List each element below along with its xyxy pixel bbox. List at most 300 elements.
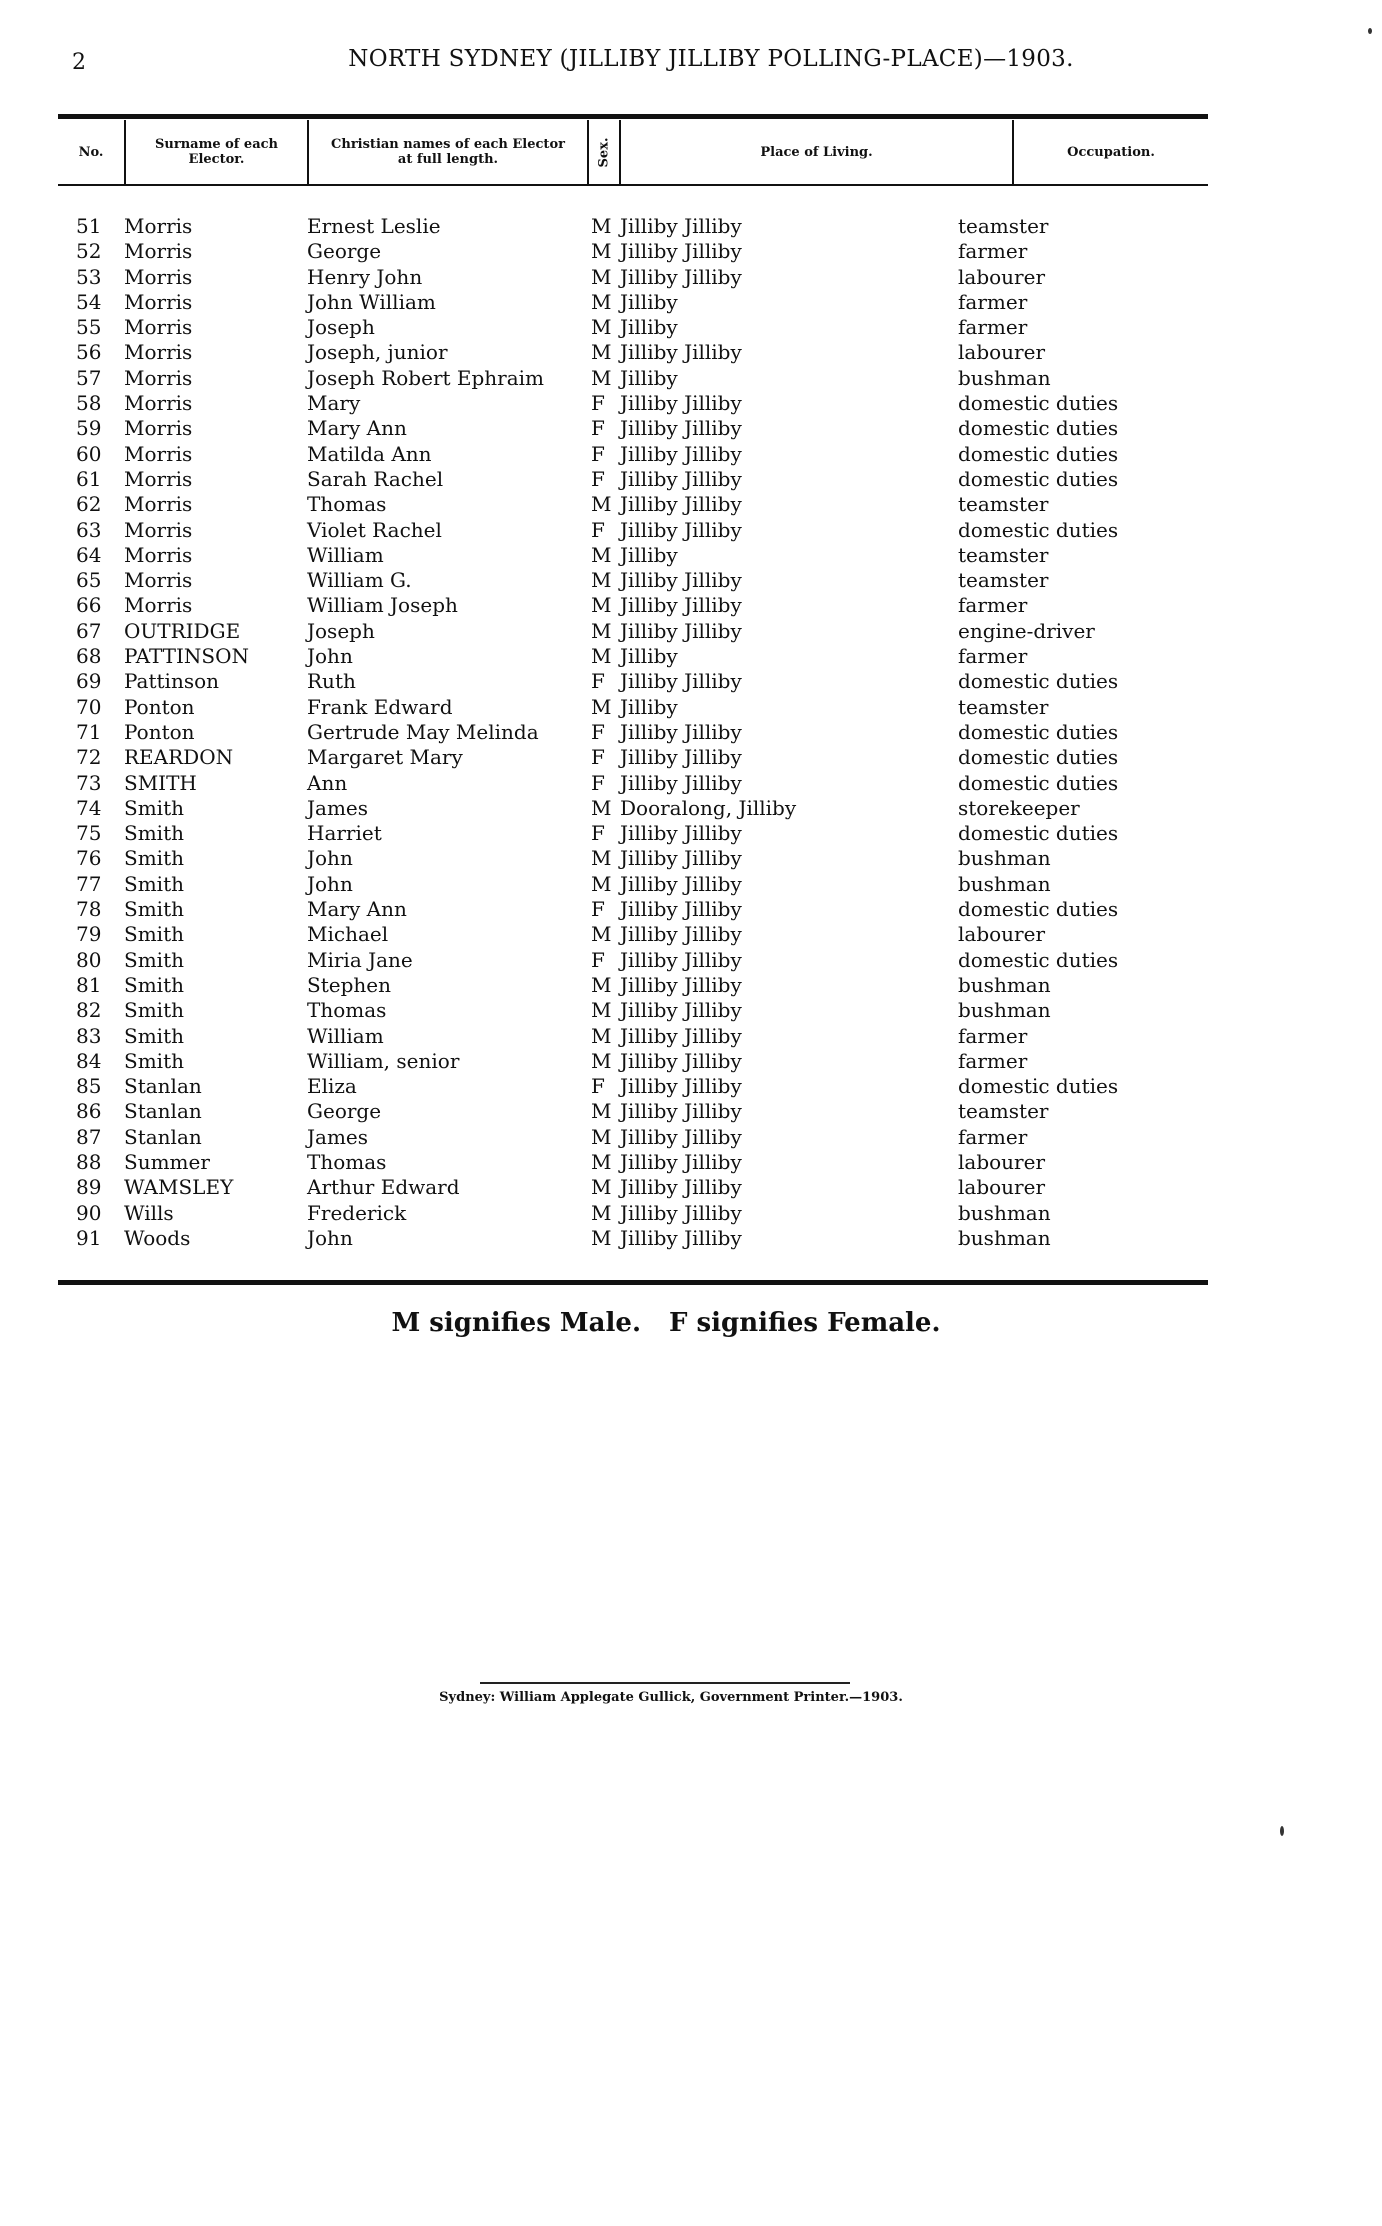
elector-number: 57: [76, 365, 102, 390]
elector-row: [58, 973, 1208, 998]
elector-occupation: farmer: [958, 289, 1028, 314]
elector-surname: Woods: [124, 1225, 191, 1250]
elector-place-of-living: Jilliby Jilliby: [620, 770, 742, 795]
elector-sex: M: [591, 795, 612, 820]
elector-occupation: bushman: [958, 871, 1051, 896]
elector-row: [58, 644, 1208, 669]
elector-row: [58, 796, 1208, 821]
elector-number: 70: [76, 694, 102, 719]
elector-sex: M: [591, 922, 612, 947]
elector-occupation: farmer: [958, 1124, 1028, 1149]
elector-row: [58, 1024, 1208, 1049]
elector-place-of-living: Jilliby Jilliby: [620, 1048, 742, 1073]
elector-christian-names: Matilda Ann: [307, 441, 432, 466]
elector-place-of-living: Jilliby Jilliby: [620, 1175, 742, 1200]
elector-number: 76: [76, 846, 102, 871]
elector-christian-names: Thomas: [307, 998, 387, 1023]
elector-christian-names: Eliza: [307, 1074, 357, 1099]
elector-number: 72: [76, 745, 102, 770]
elector-place-of-living: Jilliby: [620, 542, 678, 567]
elector-row: [58, 391, 1208, 416]
elector-number: 65: [76, 568, 102, 593]
elector-sex: M: [591, 644, 612, 669]
elector-occupation: domestic duties: [958, 719, 1119, 744]
elector-row: [58, 1074, 1208, 1099]
elector-occupation: teamster: [958, 214, 1049, 238]
elector-number: 80: [76, 947, 102, 972]
elector-occupation: domestic duties: [958, 821, 1119, 846]
elector-number: 54: [76, 289, 102, 314]
elector-sex: M: [591, 998, 612, 1023]
elector-row: [58, 315, 1208, 340]
elector-christian-names: Stephen: [307, 972, 391, 997]
scan-speck: [1280, 1826, 1284, 1836]
elector-sex: M: [591, 239, 612, 264]
elector-occupation: farmer: [958, 644, 1028, 669]
elector-surname: PATTINSON: [124, 644, 250, 669]
elector-sex: M: [591, 542, 612, 567]
elector-sex: M: [591, 365, 612, 390]
electors-table: [58, 214, 1208, 1251]
elector-number: 85: [76, 1074, 102, 1099]
elector-sex: F: [591, 416, 605, 441]
elector-row: [58, 214, 1208, 239]
elector-place-of-living: Jilliby Jilliby: [620, 466, 742, 491]
elector-row: [58, 366, 1208, 391]
elector-number: 86: [76, 1099, 102, 1124]
elector-surname: Smith: [124, 947, 184, 972]
elector-number: 89: [76, 1175, 102, 1200]
elector-occupation: bushman: [958, 998, 1051, 1023]
elector-row: [58, 619, 1208, 644]
elector-surname: Morris: [124, 593, 193, 618]
elector-sex: M: [591, 972, 612, 997]
elector-row: [58, 720, 1208, 745]
elector-christian-names: Joseph, junior: [307, 340, 448, 365]
elector-surname: Morris: [124, 365, 193, 390]
elector-occupation: bushman: [958, 1225, 1051, 1250]
elector-row: [58, 518, 1208, 543]
elector-place-of-living: Jilliby Jilliby: [620, 517, 742, 542]
elector-surname: Smith: [124, 972, 184, 997]
elector-number: 66: [76, 593, 102, 618]
elector-row: [58, 492, 1208, 517]
elector-sex: F: [591, 441, 605, 466]
elector-christian-names: Michael: [307, 922, 389, 947]
elector-place-of-living: Jilliby Jilliby: [620, 947, 742, 972]
elector-occupation: engine-driver: [958, 618, 1095, 643]
elector-place-of-living: Jilliby Jilliby: [620, 846, 742, 871]
elector-number: 82: [76, 998, 102, 1023]
elector-number: 71: [76, 719, 102, 744]
elector-occupation: farmer: [958, 593, 1028, 618]
elector-surname: Morris: [124, 466, 193, 491]
elector-sex: F: [591, 466, 605, 491]
elector-surname: WAMSLEY: [124, 1175, 234, 1200]
elector-sex: M: [591, 340, 612, 365]
elector-surname: REARDON: [124, 745, 234, 770]
elector-number: 56: [76, 340, 102, 365]
elector-row: [58, 467, 1208, 492]
elector-occupation: farmer: [958, 315, 1028, 340]
elector-sex: M: [591, 694, 612, 719]
elector-occupation: domestic duties: [958, 770, 1119, 795]
elector-surname: Morris: [124, 264, 193, 289]
elector-number: 59: [76, 416, 102, 441]
header-top-rule: [58, 114, 1208, 119]
elector-place-of-living: Jilliby Jilliby: [620, 719, 742, 744]
elector-occupation: domestic duties: [958, 897, 1119, 922]
table-bottom-rule: [58, 1280, 1208, 1285]
elector-occupation: storekeeper: [958, 795, 1080, 820]
elector-number: 87: [76, 1124, 102, 1149]
elector-christian-names: James: [307, 795, 369, 820]
elector-occupation: labourer: [958, 1149, 1046, 1174]
elector-christian-names: Joseph: [307, 315, 375, 340]
elector-row: [58, 948, 1208, 973]
elector-occupation: labourer: [958, 340, 1046, 365]
elector-sex: F: [591, 821, 605, 846]
elector-occupation: labourer: [958, 264, 1046, 289]
elector-surname: Stanlan: [124, 1074, 202, 1099]
elector-occupation: labourer: [958, 922, 1046, 947]
elector-christian-names: William G.: [307, 568, 412, 593]
elector-christian-names: Ernest Leslie: [307, 214, 441, 238]
elector-surname: Morris: [124, 416, 193, 441]
elector-surname: Smith: [124, 922, 184, 947]
elector-surname: Morris: [124, 492, 193, 517]
elector-christian-names: Thomas: [307, 1149, 387, 1174]
elector-place-of-living: Jilliby Jilliby: [620, 214, 742, 238]
elector-christian-names: John: [307, 846, 353, 871]
elector-surname: Smith: [124, 795, 184, 820]
elector-sex: M: [591, 492, 612, 517]
legend-female: F signifies Female.: [669, 1308, 941, 1338]
elector-sex: M: [591, 1149, 612, 1174]
elector-surname: Morris: [124, 289, 193, 314]
elector-occupation: bushman: [958, 365, 1051, 390]
elector-sex: M: [591, 289, 612, 314]
elector-place-of-living: Jilliby Jilliby: [620, 1149, 742, 1174]
sex-legend: [0, 1308, 1382, 1338]
elector-christian-names: Sarah Rachel: [307, 466, 444, 491]
elector-place-of-living: Jilliby Jilliby: [620, 821, 742, 846]
elector-sex: F: [591, 719, 605, 744]
elector-surname: Morris: [124, 542, 193, 567]
elector-place-of-living: Jilliby Jilliby: [620, 1023, 742, 1048]
elector-place-of-living: Jilliby Jilliby: [620, 340, 742, 365]
elector-number: 58: [76, 391, 102, 416]
header-sex: Sex.: [587, 120, 619, 184]
elector-christian-names: John: [307, 1225, 353, 1250]
elector-number: 78: [76, 897, 102, 922]
elector-surname: Smith: [124, 897, 184, 922]
elector-place-of-living: Jilliby: [620, 694, 678, 719]
elector-surname: Morris: [124, 315, 193, 340]
elector-row: [58, 669, 1208, 694]
elector-place-of-living: Jilliby Jilliby: [620, 618, 742, 643]
elector-sex: M: [591, 1048, 612, 1073]
elector-surname: Morris: [124, 517, 193, 542]
elector-occupation: domestic duties: [958, 1074, 1119, 1099]
page-number: 2: [72, 50, 86, 75]
elector-christian-names: Violet Rachel: [307, 517, 442, 542]
elector-number: 69: [76, 669, 102, 694]
elector-number: 90: [76, 1200, 102, 1225]
elector-occupation: domestic duties: [958, 517, 1119, 542]
elector-surname: Morris: [124, 391, 193, 416]
elector-surname: Morris: [124, 340, 193, 365]
page-title: NORTH SYDNEY (JILLIBY JILLIBY POLLING-PLACE)—1903.: [348, 46, 1074, 72]
elector-surname: Stanlan: [124, 1124, 202, 1149]
header-bottom-rule: [58, 184, 1208, 186]
elector-place-of-living: Jilliby Jilliby: [620, 593, 742, 618]
elector-place-of-living: Jilliby Jilliby: [620, 416, 742, 441]
elector-christian-names: John William: [307, 289, 436, 314]
legend-male: M signifies Male.: [391, 1308, 641, 1338]
elector-place-of-living: Jilliby Jilliby: [620, 972, 742, 997]
elector-sex: F: [591, 947, 605, 972]
header-surname: Surname of each Elector.: [124, 120, 307, 184]
elector-number: 68: [76, 644, 102, 669]
elector-number: 55: [76, 315, 102, 340]
elector-surname: SMITH: [124, 770, 197, 795]
elector-row: [58, 290, 1208, 315]
elector-place-of-living: Jilliby Jilliby: [620, 492, 742, 517]
elector-row: [58, 897, 1208, 922]
elector-row: [58, 416, 1208, 441]
elector-christian-names: Frederick: [307, 1200, 407, 1225]
elector-number: 83: [76, 1023, 102, 1048]
elector-row: [58, 1049, 1208, 1074]
elector-sex: F: [591, 745, 605, 770]
elector-sex: M: [591, 871, 612, 896]
elector-surname: Smith: [124, 846, 184, 871]
elector-sex: M: [591, 1175, 612, 1200]
elector-place-of-living: Jilliby Jilliby: [620, 745, 742, 770]
elector-sex: M: [591, 1124, 612, 1149]
elector-row: [58, 265, 1208, 290]
elector-row: [58, 998, 1208, 1023]
elector-number: 88: [76, 1149, 102, 1174]
elector-row: [58, 239, 1208, 264]
scan-speck: [1368, 28, 1372, 34]
elector-row: [58, 340, 1208, 365]
elector-christian-names: William Joseph: [307, 593, 458, 618]
elector-sex: M: [591, 214, 612, 238]
header-occupation: Occupation.: [1012, 120, 1208, 184]
elector-sex: M: [591, 264, 612, 289]
elector-place-of-living: Jilliby Jilliby: [620, 1074, 742, 1099]
elector-christian-names: Thomas: [307, 492, 387, 517]
elector-occupation: farmer: [958, 239, 1028, 264]
elector-sex: F: [591, 391, 605, 416]
elector-place-of-living: Jilliby: [620, 289, 678, 314]
elector-row: [58, 922, 1208, 947]
elector-sex: M: [591, 593, 612, 618]
elector-row: [58, 745, 1208, 770]
elector-row: [58, 695, 1208, 720]
elector-christian-names: Miria Jane: [307, 947, 413, 972]
elector-occupation: teamster: [958, 492, 1049, 517]
elector-occupation: domestic duties: [958, 416, 1119, 441]
elector-row: [58, 846, 1208, 871]
elector-surname: Morris: [124, 214, 193, 238]
elector-number: 79: [76, 922, 102, 947]
elector-number: 64: [76, 542, 102, 567]
elector-surname: Morris: [124, 568, 193, 593]
elector-place-of-living: Jilliby: [620, 644, 678, 669]
elector-place-of-living: Jilliby Jilliby: [620, 239, 742, 264]
elector-sex: M: [591, 1023, 612, 1048]
elector-sex: M: [591, 568, 612, 593]
imprint-rule: [480, 1682, 850, 1684]
elector-number: 81: [76, 972, 102, 997]
elector-number: 67: [76, 618, 102, 643]
elector-surname: Wills: [124, 1200, 174, 1225]
elector-christian-names: Joseph: [307, 618, 375, 643]
printer-imprint: Sydney: William Applegate Gullick, Government Printer.—1903.: [439, 1690, 903, 1705]
elector-sex: M: [591, 846, 612, 871]
elector-place-of-living: Jilliby Jilliby: [620, 1225, 742, 1250]
elector-christian-names: Ann: [307, 770, 348, 795]
elector-sex: F: [591, 669, 605, 694]
elector-occupation: domestic duties: [958, 441, 1119, 466]
elector-row: [58, 543, 1208, 568]
elector-number: 75: [76, 821, 102, 846]
elector-occupation: domestic duties: [958, 745, 1119, 770]
elector-row: [58, 1150, 1208, 1175]
elector-number: 74: [76, 795, 102, 820]
elector-row: [58, 442, 1208, 467]
elector-number: 77: [76, 871, 102, 896]
elector-place-of-living: Jilliby Jilliby: [620, 922, 742, 947]
elector-place-of-living: Jilliby Jilliby: [620, 391, 742, 416]
elector-surname: Morris: [124, 441, 193, 466]
elector-row: [58, 593, 1208, 618]
elector-row: [58, 771, 1208, 796]
elector-sex: F: [591, 517, 605, 542]
elector-occupation: bushman: [958, 1200, 1051, 1225]
header-place-of-living: Place of Living.: [619, 120, 1012, 184]
elector-sex: M: [591, 315, 612, 340]
elector-occupation: bushman: [958, 846, 1051, 871]
header-christian-names: Christian names of each Elector at full length.: [307, 120, 587, 184]
elector-christian-names: Gertrude May Melinda: [307, 719, 539, 744]
elector-surname: Smith: [124, 1048, 184, 1073]
elector-place-of-living: Jilliby Jilliby: [620, 1099, 742, 1124]
elector-sex: F: [591, 897, 605, 922]
elector-surname: Smith: [124, 871, 184, 896]
elector-christian-names: Frank Edward: [307, 694, 453, 719]
elector-place-of-living: Jilliby Jilliby: [620, 264, 742, 289]
elector-row: [58, 1099, 1208, 1124]
elector-sex: F: [591, 770, 605, 795]
elector-place-of-living: Jilliby Jilliby: [620, 897, 742, 922]
elector-surname: Smith: [124, 998, 184, 1023]
elector-place-of-living: Dooralong, Jilliby: [620, 795, 797, 820]
elector-occupation: bushman: [958, 972, 1051, 997]
elector-number: 61: [76, 466, 102, 491]
elector-place-of-living: Jilliby Jilliby: [620, 1124, 742, 1149]
elector-number: 60: [76, 441, 102, 466]
elector-occupation: domestic duties: [958, 391, 1119, 416]
elector-place-of-living: Jilliby Jilliby: [620, 871, 742, 896]
elector-christian-names: Mary: [307, 391, 361, 416]
elector-surname: OUTRIDGE: [124, 618, 241, 643]
elector-christian-names: Henry John: [307, 264, 423, 289]
elector-number: 91: [76, 1225, 102, 1250]
elector-christian-names: Mary Ann: [307, 416, 407, 441]
elector-number: 62: [76, 492, 102, 517]
elector-surname: Ponton: [124, 694, 195, 719]
elector-christian-names: Margaret Mary: [307, 745, 463, 770]
elector-sex: M: [591, 618, 612, 643]
elector-row: [58, 1201, 1208, 1226]
elector-number: 53: [76, 264, 102, 289]
elector-number: 84: [76, 1048, 102, 1073]
elector-row: [58, 568, 1208, 593]
elector-place-of-living: Jilliby: [620, 315, 678, 340]
elector-surname: Summer: [124, 1149, 210, 1174]
elector-christian-names: Ruth: [307, 669, 356, 694]
elector-occupation: farmer: [958, 1048, 1028, 1073]
elector-place-of-living: Jilliby Jilliby: [620, 998, 742, 1023]
elector-row: [58, 1175, 1208, 1200]
elector-surname: Smith: [124, 1023, 184, 1048]
elector-surname: Morris: [124, 239, 193, 264]
elector-number: 73: [76, 770, 102, 795]
elector-christian-names: James: [307, 1124, 369, 1149]
elector-christian-names: William: [307, 1023, 384, 1048]
elector-christian-names: George: [307, 1099, 382, 1124]
elector-christian-names: William: [307, 542, 384, 567]
elector-occupation: teamster: [958, 1099, 1049, 1124]
elector-christian-names: George: [307, 239, 382, 264]
elector-occupation: teamster: [958, 568, 1049, 593]
elector-place-of-living: Jilliby: [620, 365, 678, 390]
elector-row: [58, 1125, 1208, 1150]
elector-surname: Ponton: [124, 719, 195, 744]
elector-christian-names: John: [307, 871, 353, 896]
elector-row: [58, 872, 1208, 897]
elector-occupation: domestic duties: [958, 947, 1119, 972]
elector-place-of-living: Jilliby Jilliby: [620, 669, 742, 694]
header-no: No.: [78, 144, 104, 160]
elector-occupation: labourer: [958, 1175, 1046, 1200]
elector-christian-names: Joseph Robert Ephraim: [307, 365, 545, 390]
elector-occupation: domestic duties: [958, 669, 1119, 694]
elector-christian-names: William, senior: [307, 1048, 460, 1073]
elector-place-of-living: Jilliby Jilliby: [620, 1200, 742, 1225]
elector-surname: Smith: [124, 821, 184, 846]
elector-number: 51: [76, 214, 102, 238]
elector-christian-names: Harriet: [307, 821, 382, 846]
elector-sex: M: [591, 1225, 612, 1250]
elector-place-of-living: Jilliby Jilliby: [620, 441, 742, 466]
elector-row: [58, 821, 1208, 846]
elector-occupation: teamster: [958, 542, 1049, 567]
elector-occupation: domestic duties: [958, 466, 1119, 491]
elector-christian-names: John: [307, 644, 353, 669]
elector-sex: F: [591, 1074, 605, 1099]
elector-occupation: teamster: [958, 694, 1049, 719]
elector-sex: M: [591, 1200, 612, 1225]
elector-christian-names: Mary Ann: [307, 897, 407, 922]
elector-occupation: farmer: [958, 1023, 1028, 1048]
elector-surname: Pattinson: [124, 669, 220, 694]
elector-number: 63: [76, 517, 102, 542]
